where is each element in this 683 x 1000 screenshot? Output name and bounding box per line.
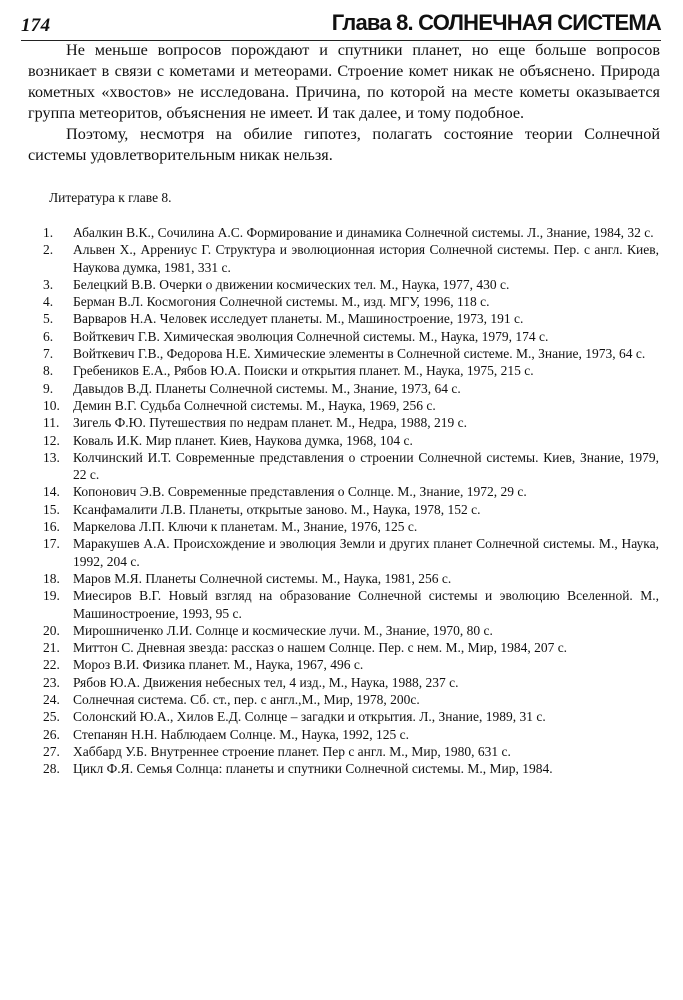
reference-text: Цикл Ф.Я. Семья Солнца: планеты и спутники Солнечной системы. М., Мир, 1984. [73, 761, 553, 777]
reference-text: Варваров Н.А. Человек исследует планеты. М., Машиностроение, 1973, 191 с. [73, 311, 524, 327]
paragraph: Не меньше вопросов порождают и спутники планет, но еще больше вопросов возникает в связи с кометами и метеорами. Строение комет никак не объяснено. Природа кометных «хвостов» не исследована. Причина, по которой на месте кометы оказывается группа метеоритов, объяснения не имеет. И так далее, и тому подобное. [28, 41, 660, 122]
reference-number: 12. [43, 432, 60, 448]
reference-number: 19. [43, 588, 60, 604]
page-number: 174 [21, 15, 51, 36]
reference-item [43, 380, 659, 397]
reference-item [43, 345, 659, 362]
reference-number: 20. [43, 622, 60, 638]
reference-text: Маракушев А.А. Происхождение и эволюция Земли и других планет Солнечной системы. М., Наука, 1992, 204 с. [73, 536, 659, 569]
reference-text: Солонский Ю.А., Хилов Е.Д. Солнце – загадки и открытия. Л., Знание, 1989, 31 с. [73, 709, 546, 725]
reference-text: Маркелова Л.П. Ключи к планетам. М., Знание, 1976, 125 с. [73, 519, 418, 535]
reference-item [43, 483, 659, 500]
reference-number: 7. [43, 346, 54, 362]
reference-item [43, 362, 659, 379]
reference-text: Колчинский И.Т. Современные представления о строении Солнечной системы. Киев, Знание, 1979, 22 с. [73, 449, 659, 483]
reference-text: Рябов Ю.А. Движения небесных тел, 4 изд., М., Наука, 1988, 237 с. [73, 674, 459, 690]
reference-text: Белецкий В.В. Очерки о движении космических тел. М., Наука, 1977, 430 с. [73, 276, 510, 292]
reference-number: 11. [43, 415, 60, 431]
reference-number: 13. [43, 449, 60, 465]
reference-text: Альвен Х., Аррениус Г. Структура и эволюционная история Солнечной системы. Пер. с англ. Киев, Наукова думка, 1981, 331 с. [73, 242, 659, 275]
paragraph: Поэтому, несмотря на обилие гипотез, полагать состояние теории Солнечной системы удовлетворительным никак нельзя. [28, 125, 660, 164]
reference-number: 17. [43, 536, 60, 552]
reference-item [43, 397, 659, 414]
reference-text: Демин В.Г. Судьба Солнечной системы. М., Наука, 1969, 256 с. [73, 397, 436, 413]
reference-text: Абалкин В.К., Сочилина А.С. Формирование и динамика Солнечной системы. Л., Знание, 1984, 32 с. [73, 225, 654, 240]
reference-item [43, 535, 659, 570]
reference-number: 15. [43, 501, 60, 517]
reference-item [43, 760, 659, 777]
reference-item [43, 743, 659, 760]
reference-number: 22. [43, 657, 60, 673]
reference-item [43, 414, 659, 431]
reference-number: 25. [43, 709, 60, 725]
reference-item [43, 726, 659, 743]
reference-number: 9. [43, 380, 54, 396]
reference-text: Степанян Н.Н. Наблюдаем Солнце. М., Наука, 1992, 125 с. [73, 726, 410, 742]
reference-number: 2. [43, 242, 54, 258]
reference-text: Войткевич Г.В. Химическая эволюция Солнечной системы. М., Наука, 1979, 174 с. [73, 328, 549, 344]
reference-text: Копонович Э.В. Современные представления о Солнце. М., Знание, 1972, 29 с. [73, 484, 527, 500]
reference-number: 18. [43, 570, 60, 586]
reference-number: 8. [43, 363, 54, 379]
reference-item [43, 432, 659, 449]
reference-item [43, 639, 659, 656]
reference-item [43, 570, 659, 587]
reference-text: Солнечная система. Сб. ст., пер. с англ.,М., Мир, 1978, 200с. [73, 692, 420, 708]
reference-number: 21. [43, 640, 60, 656]
reference-item [43, 691, 659, 708]
reference-item [43, 241, 659, 276]
reference-item [43, 622, 659, 639]
reference-text: Хаббард У.Б. Внутреннее строение планет. Пер с англ. М., Мир, 1980, 631 с. [73, 743, 511, 759]
reference-number: 14. [43, 484, 60, 500]
reference-text: Берман В.Л. Космогония Солнечной системы. М., изд. МГУ, 1996, 118 с. [73, 294, 490, 310]
reference-text: Миесиров В.Г. Новый взгляд на образование Солнечной системы и эволюцию Вселенной. М., Машиностроение, 1993, 95 с. [73, 588, 659, 621]
reference-text: Войткевич Г.В., Федорова Н.Е. Химические элементы в Солнечной системе. М., Знание, 1973, 64 с. [73, 346, 646, 362]
reference-item [43, 656, 659, 673]
page-header [21, 8, 661, 41]
reference-number: 10. [43, 397, 60, 413]
reference-text: Маров М.Я. Планеты Солнечной системы. М., Наука, 1981, 256 с. [73, 570, 452, 586]
reference-item [43, 328, 659, 345]
reference-text: Давыдов В.Д. Планеты Солнечной системы. М., Знание, 1973, 64 с. [73, 380, 461, 396]
reference-item [43, 310, 659, 327]
reference-number: 24. [43, 692, 60, 708]
reference-item [43, 449, 659, 484]
reference-text: Миттон С. Дневная звезда: рассказ о нашем Солнце. Пер. с нем. М., Мир, 1984, 207 с. [73, 640, 568, 656]
reference-item [43, 501, 659, 518]
reference-item [43, 674, 659, 691]
reference-number: 6. [43, 328, 54, 344]
reference-text: Мирошниченко Л.И. Солнце и космические лучи. М., Знание, 1970, 80 с. [73, 622, 493, 638]
reference-number: 4. [43, 294, 54, 310]
references-list [43, 224, 659, 778]
reference-number: 16. [43, 519, 60, 535]
reference-number: 1. [43, 225, 54, 240]
body-text [28, 40, 660, 166]
references-heading: Литература к главе 8. [49, 190, 172, 205]
reference-text: Ксанфамалити Л.В. Планеты, открытые заново. М., Наука, 1978, 152 с. [73, 501, 481, 517]
reference-item [43, 293, 659, 310]
reference-text: Мороз В.И. Физика планет. М., Наука, 1967, 496 с. [73, 657, 364, 673]
reference-number: 27. [43, 743, 60, 759]
reference-item [43, 587, 659, 622]
reference-number: 26. [43, 726, 60, 742]
reference-text: Гребеников Е.А., Рябов Ю.А. Поиски и открытия планет. М., Наука, 1975, 215 с. [73, 363, 534, 379]
reference-number: 5. [43, 311, 54, 327]
reference-text: Зигель Ф.Ю. Путешествия по недрам планет. М., Недра, 1988, 219 с. [73, 415, 467, 431]
chapter-title: Глава 8. СОЛНЕЧНАЯ СИСТЕМА [331, 10, 661, 35]
reference-item [43, 708, 659, 725]
reference-item [43, 224, 659, 241]
reference-number: 23. [43, 674, 60, 690]
reference-number: 3. [43, 276, 54, 292]
reference-item [43, 518, 659, 535]
reference-item [43, 276, 659, 293]
reference-text: Коваль И.К. Мир планет. Киев, Наукова думка, 1968, 104 с. [73, 432, 413, 448]
reference-number: 28. [43, 761, 60, 777]
